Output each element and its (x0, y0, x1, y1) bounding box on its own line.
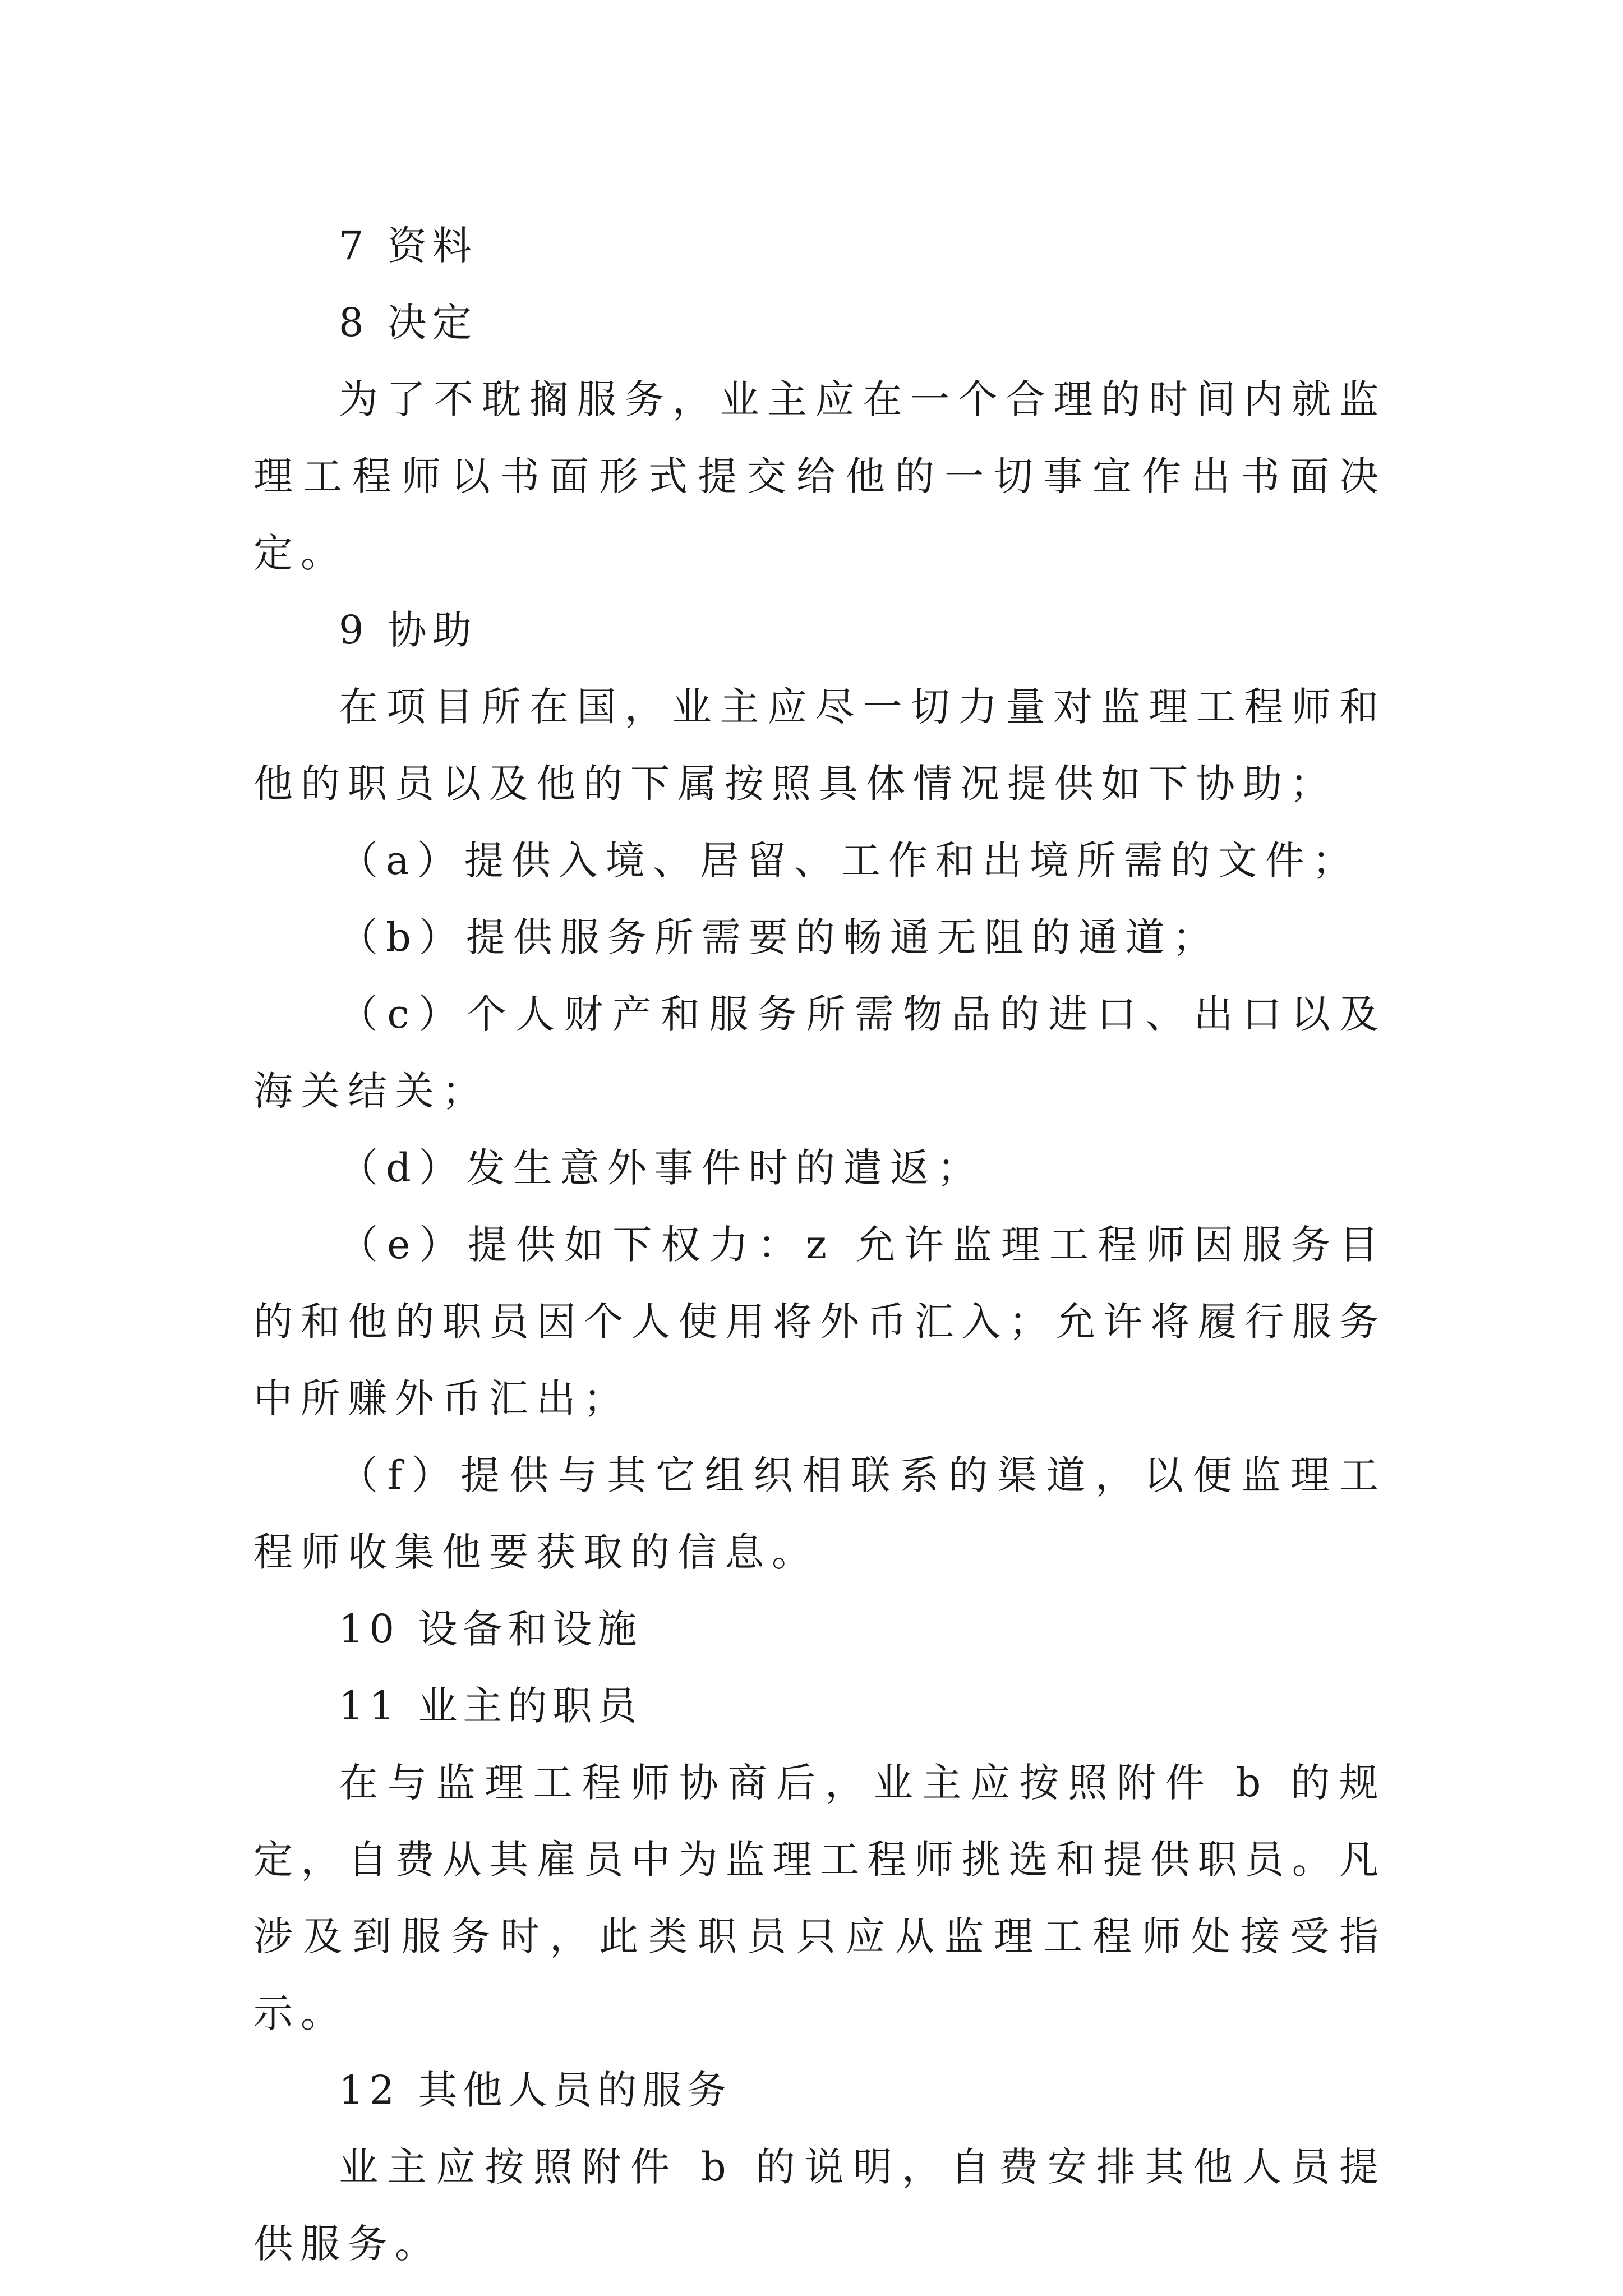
section-heading-12: 12 其他人员的服务 (339, 2067, 732, 2113)
list-item-b: （b）提供服务所需要的畅通无阻的通道； (339, 914, 1220, 960)
list-item-e: （e）提供如下权力：z 允许监理工程师因服务目的和他的职员因个人使用将外币汇入；允许将履行服务中所赚外币汇出； (253, 1222, 1386, 1421)
list-item-d: （d）发生意外事件时的遣返； (339, 1145, 984, 1191)
section-heading-11: 11 业主的职员 (339, 1683, 643, 1729)
paragraph-assistance-intro: 在项目所在国，业主应尽一切力量对监理工程师和他的职员以及他的下属按照具体情况提供如下协助； (253, 684, 1386, 807)
document-body (253, 208, 1386, 2283)
list-item-c: （c）个人财产和服务所需物品的进口、出口以及海关结关； (253, 991, 1386, 1114)
paragraph-other-services: 业主应按照附件 b 的说明，自费安排其他人员提供服务。 (253, 2144, 1386, 2267)
section-heading-10: 10 设备和设施 (339, 1606, 643, 1652)
section-heading-9: 9 协助 (339, 607, 477, 653)
section-heading-7: 7 资料 (339, 223, 477, 269)
paragraph-decision: 为了不耽搁服务，业主应在一个合理的时间内就监理工程师以书面形式提交给他的一切事宜作出书面决定。 (253, 376, 1386, 576)
section-heading-8: 8 决定 (339, 300, 477, 346)
list-item-f: （f）提供与其它组织相联系的渠道，以便监理工程师收集他要获取的信息。 (253, 1452, 1386, 1575)
paragraph-owner-staff: 在与监理工程师协商后，业主应按照附件 b 的规定，自费从其雇员中为监理工程师挑选和提供职员。凡涉及到服务时，此类职员只应从监理工程师处接受指示。 (253, 1760, 1386, 2036)
list-item-a: （a）提供入境、居留、工作和出境所需的文件； (339, 838, 1359, 884)
